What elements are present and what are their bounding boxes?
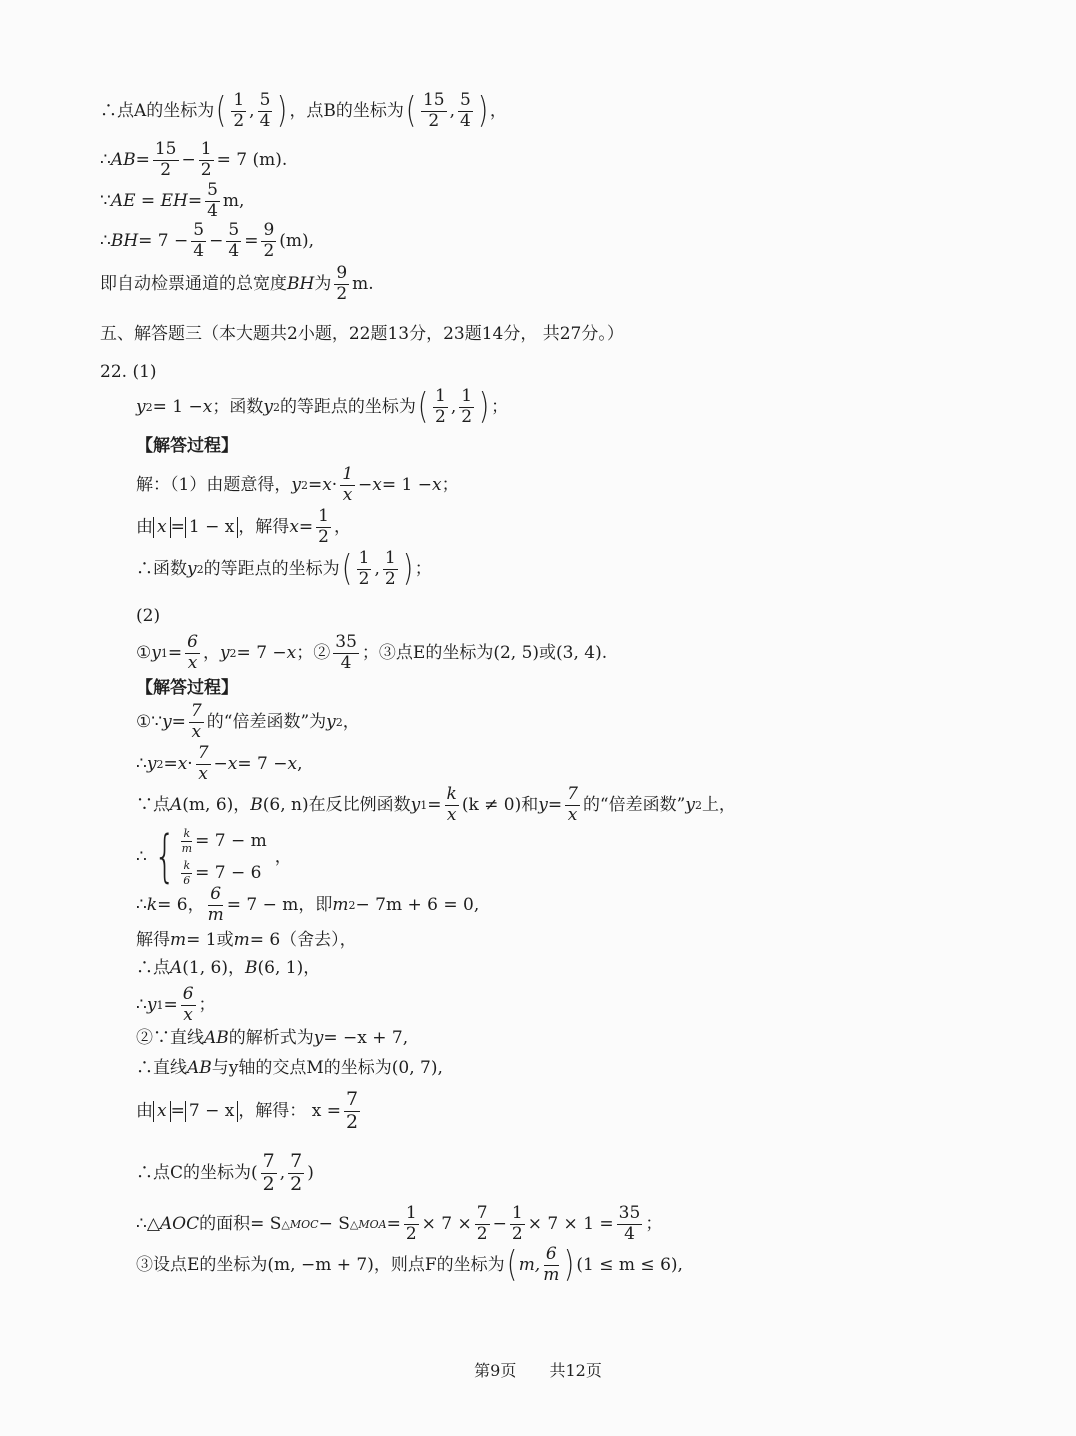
process-line-3: ∵点 A (m, 6)， B (6, n)在反比例函数 y 1 = $\frac{k}{x}$ (k ≠ 0)和 y = $\frac{7}{x}$ 的“倍差函数” y 2 上， [136,784,736,825]
text: ， [202,642,220,663]
text: 与y轴的交点M的坐标为(0, 7), [211,1058,443,1078]
text: 22. (1) [100,362,157,382]
text: ；② [296,642,331,663]
text: = 7 − m [195,830,267,851]
fraction: $\frac{9}{2}$ [336,263,348,304]
paren-right: ) [277,90,288,132]
paren-left: ( [417,386,429,428]
text: = [386,1213,401,1234]
math-var: y [146,753,157,774]
text: 解得 [136,930,170,950]
paren-right: ) [477,90,489,132]
paren-right: ) [402,548,414,590]
abs-value: x [153,517,171,538]
fraction: $\frac{9}{2}$ [263,220,275,261]
process-line-9 [136,1030,408,1047]
text: 的面积= S [199,1213,282,1234]
text: ∴ [100,230,111,251]
text: ， [333,516,351,537]
answer-part1: y 2 = 1 − x ；函数 y 2 的等距点的坐标为 ( $\frac{1}{2}$ , $\frac{1}{2}$ ) ； [136,386,509,428]
fraction: $\frac{1}{2}$ [384,548,396,589]
process-line-6 [136,932,357,949]
text: = 7 − [237,753,288,774]
brace-left: { [153,823,176,889]
process-heading-2 [136,680,238,697]
text: ； [441,474,459,495]
question-22-label [100,364,157,381]
math-var: y [136,396,146,417]
text: ； [198,994,216,1015]
text: 由 [136,516,153,537]
text: ∴ [136,753,147,774]
fraction: $\frac{7}{x}$ [190,701,202,742]
text: ③设点E的坐标为(m, −m + 7)，则点F的坐标为 [136,1254,505,1275]
text: − [213,753,228,774]
text: ∵点 [136,794,170,815]
paren-right: ) [564,1244,575,1286]
process-line-5: ∴ k = 6， $\frac{6}{m}$ = 7 − m，即 m 2 − 7m + 6 = 0, [136,884,480,925]
text: ∴点C的坐标为( [136,1162,258,1183]
paren-left: ( [341,548,352,590]
fraction: $\frac{7}{2}$ [262,1150,275,1195]
text: · [187,753,193,774]
text: = [167,642,183,663]
text: = 7 − [236,642,287,663]
paren-right: ) [478,386,490,428]
fraction: $\frac{6}{m}$ [543,1244,560,1285]
text: 即自动检票通道的总宽度 [100,273,287,294]
text: = [244,230,259,251]
math-var: y [410,794,421,815]
text: 【解答过程】 [136,436,238,456]
math-var: B [250,794,263,815]
section-heading [100,326,624,343]
math-var: AE = EH [110,190,188,211]
math-var: m [170,930,187,950]
process-line-1: ①∵ y = $\frac{7}{x}$ 的“倍差函数”为 y 2 ， [136,701,360,742]
math-var: x [227,753,238,774]
text: (6, n)在反比例函数 [262,794,411,815]
math-var: AB [187,1058,212,1078]
paren-left: ( [506,1244,517,1286]
math-var: x [372,474,382,495]
math-var: y [313,1028,324,1048]
fraction: $\frac{7}{2}$ [290,1150,303,1195]
system-row [178,828,266,854]
paren-left: ( [216,90,227,132]
text: − [181,149,196,170]
text: ∴直线 [136,1058,187,1078]
section-title: 五、解答题三（本大题共2小题，22题13分，23题14分， 共27分。） [100,324,624,344]
solution-line-3: ∴函数 y 2 的等距点的坐标为 ( $\frac{1}{2}$ , $\frac{1}{2}$ ) ； [136,548,432,590]
text: = 7 − 6 [195,862,262,883]
text: (k ≠ 0)和 [461,794,539,815]
text: = 7 (m). [216,149,288,170]
math-var: y [538,794,548,815]
fraction: $\frac{1}{2}$ [233,90,245,131]
text: = 1 − [381,474,432,495]
fraction: $\frac{5}{4}$ [259,90,271,131]
text: − 7m + 6 = 0, [355,894,480,915]
page-total: 共12页 [549,1361,602,1380]
math-var: y [326,711,336,732]
math-var: y [146,994,157,1015]
math-var: AB [204,1028,229,1048]
fraction: $\frac{k}{x}$ [446,784,457,825]
text: 的等距点的坐标为 [279,396,416,417]
text: ∴ [136,894,147,915]
solution-line-2 [136,508,351,547]
text: ； [491,396,509,417]
text: , [279,1162,286,1183]
fraction: $\frac{1}{x}$ [342,464,354,505]
text: = [163,994,178,1015]
text: m. [352,273,374,294]
text: ∴△ [136,1213,160,1234]
process-line-10 [136,1060,443,1077]
line-point-ab-coords: ∴点A的坐标为 ( $\frac{1}{2}$ , $\frac{5}{4}$ ) ，点B的坐标为 ( $\frac{15}{2}$ , $\frac{5}{4}$ ) ， [100,90,507,132]
text: = [171,711,186,732]
text: = [298,516,314,537]
text: = [163,753,178,774]
math-var: x [287,753,298,774]
text: ①∵ [136,711,163,732]
fraction: $\frac{7}{2}$ [345,1088,359,1133]
text: ，解得 [238,516,290,537]
math-var: x [286,642,297,663]
math-var: y [263,396,273,417]
line-ae-eh [100,182,244,221]
fraction: $\frac{1}{2}$ [511,1203,523,1244]
process-line-2: ∴ y 2 = x · $\frac{7}{x}$ − x = 7 − x , [136,743,303,784]
fraction: $\frac{1}{2}$ [358,548,370,589]
math-var: y [685,794,695,815]
process-line-7 [136,960,320,977]
fraction: $\frac{5}{4}$ [193,220,205,261]
text: ∴ [136,994,147,1015]
line-ab-length [100,141,287,180]
text: ，解得： x = [238,1100,341,1121]
text: ∵ [100,190,111,211]
text: 上， [701,794,736,815]
math-var: y [187,558,197,579]
fraction: $\frac{6}{x}$ [187,632,198,673]
text: ；③点E的坐标为(2, 5)或(3, 4). [361,642,608,663]
fraction: $\frac{15}{2}$ [154,139,177,180]
math-var: x [289,516,299,537]
part-2-label [136,608,160,625]
text: ， [489,100,507,121]
text: = 7 − [138,230,189,251]
math-var: y [162,711,172,732]
fraction: $\frac{1}{2}$ [200,139,212,180]
fraction: $\frac{k}{m}$ [181,827,193,855]
process-line-14 [136,1246,683,1285]
math-var: y [219,642,230,663]
math-var: AOC [159,1213,200,1234]
answer-part2: ① y 1 = $\frac{6}{x}$ ， y 2 = 7 − x ；② $\frac{35}{4}$ ；③点E的坐标为(2, 5)或(3, 4). [136,632,608,673]
text: ∴点 [136,958,170,978]
system-row [178,860,266,886]
text: ∴点A的坐标为 [100,100,215,121]
text: = [170,516,185,537]
fraction: $\frac{1}{2}$ [434,386,446,427]
text: ) [307,1162,314,1183]
text: 为 [314,273,332,294]
text: ；函数 [212,396,264,417]
math-var: m, [518,1254,541,1275]
process-line-13: ∴△ AOC 的面积= S △MOC − S △MOA = $\frac{1}{2}$ × 7 × $\frac{7}{2}$ − $\frac{1}{2}$ × 7 × 1 = $\frac{35}{4}$ ； [136,1203,663,1244]
fraction: $\frac{5}{4}$ [207,180,218,221]
text: (6, 1)， [257,958,321,978]
math-var: BH [110,230,139,251]
system-rows [178,828,266,886]
math-var: x [322,474,332,495]
fraction: $\frac{35}{4}$ [618,1203,641,1244]
math-var: y [151,642,161,663]
process-line-11 [136,1090,363,1133]
text: (2) [136,606,161,626]
text: = [135,149,150,170]
text: ① [136,642,152,663]
fraction: $\frac{6}{x}$ [182,984,194,1025]
equation-system [136,823,292,889]
text: = 7 − m，即 [226,894,333,915]
math-var: BH [287,273,315,294]
text: ②∵直线 [136,1028,204,1048]
fraction: $\frac{35}{4}$ [335,632,357,673]
fraction: $\frac{7}{2}$ [476,1203,488,1244]
process-line-8: ∴ y 1 = $\frac{6}{x}$ ； [136,984,216,1025]
fraction: $\frac{1}{2}$ [461,386,473,427]
math-var: AB [110,149,136,170]
fraction: $\frac{k}{6}$ [183,859,191,887]
text: ； [645,1213,663,1234]
math-var: m [332,894,349,915]
text: , [297,753,303,774]
text: ，点B的坐标为 [289,100,404,121]
text: (m, 6)， [182,794,251,815]
text: m, [222,190,245,211]
math-var: x [202,396,213,417]
text: (m), [279,230,315,251]
text: · [331,474,338,495]
math-var: A [170,794,183,815]
text: = [427,794,442,815]
text: (1 ≤ m ≤ 6), [576,1254,683,1275]
process-line-12 [136,1152,314,1195]
math-var: x [431,474,442,495]
text: × 7 × [421,1213,472,1234]
text: = 6（舍去）， [249,930,357,950]
text: ∴函数 [136,558,187,579]
fraction: $\frac{1}{2}$ [318,506,329,547]
text: = −x + 7, [323,1028,409,1048]
fraction: $\frac{7}{x}$ [197,743,209,784]
fraction: $\frac{6}{m}$ [207,884,224,925]
text: 解：（1）由题意得， [136,474,292,495]
fraction: $\frac{1}{2}$ [405,1203,417,1244]
fraction: $\frac{7}{x}$ [567,784,578,825]
fraction: $\frac{15}{2}$ [422,90,445,131]
text: − S [318,1213,350,1234]
page-footer [0,1358,1076,1381]
text: ∴ [100,149,111,170]
paren-left: ( [405,90,417,132]
math-var: k [146,894,158,915]
text: ， [342,711,360,732]
text: ， [274,846,292,867]
text: = [170,1100,185,1121]
text: 的“倍差函数” [582,794,686,815]
text: ∴ [136,846,147,867]
text: 的解析式为 [228,1028,314,1048]
text: 【解答过程】 [136,678,238,698]
math-var: y [291,474,301,495]
line-bh [100,222,314,261]
text: × 7 × 1 = [527,1213,614,1234]
text: = 6， [157,894,205,915]
math-var: m [233,930,250,950]
text: = 1或 [186,930,234,950]
text: (1, 6)， [182,958,245,978]
math-var: B [245,958,258,978]
text: = 1 − [152,396,203,417]
text: − [358,474,373,495]
text: = [547,794,563,815]
line-total-width [100,265,374,304]
text: 的等距点的坐标为 [203,558,340,579]
math-var: x [177,753,188,774]
text: ； [414,558,432,579]
math-var: A [170,958,183,978]
text: = [187,190,203,211]
text: − [492,1213,507,1234]
text: 由 [136,1100,153,1121]
fraction: $\frac{5}{4}$ [228,220,240,261]
page-number: 第9页 [474,1361,517,1380]
process-heading-1 [136,438,238,455]
text: 的“倍差函数”为 [206,711,327,732]
text: = [307,474,323,495]
abs-value: 1 − x [185,517,238,538]
text: − [209,230,224,251]
abs-value: x [153,1101,171,1122]
fraction: $\frac{5}{4}$ [460,90,471,131]
solution-line-1: 解：（1）由题意得， y 2 = x · $\frac{1}{x}$ − x = 1 − x ； [136,464,459,505]
abs-value: 7 − x [185,1101,238,1122]
